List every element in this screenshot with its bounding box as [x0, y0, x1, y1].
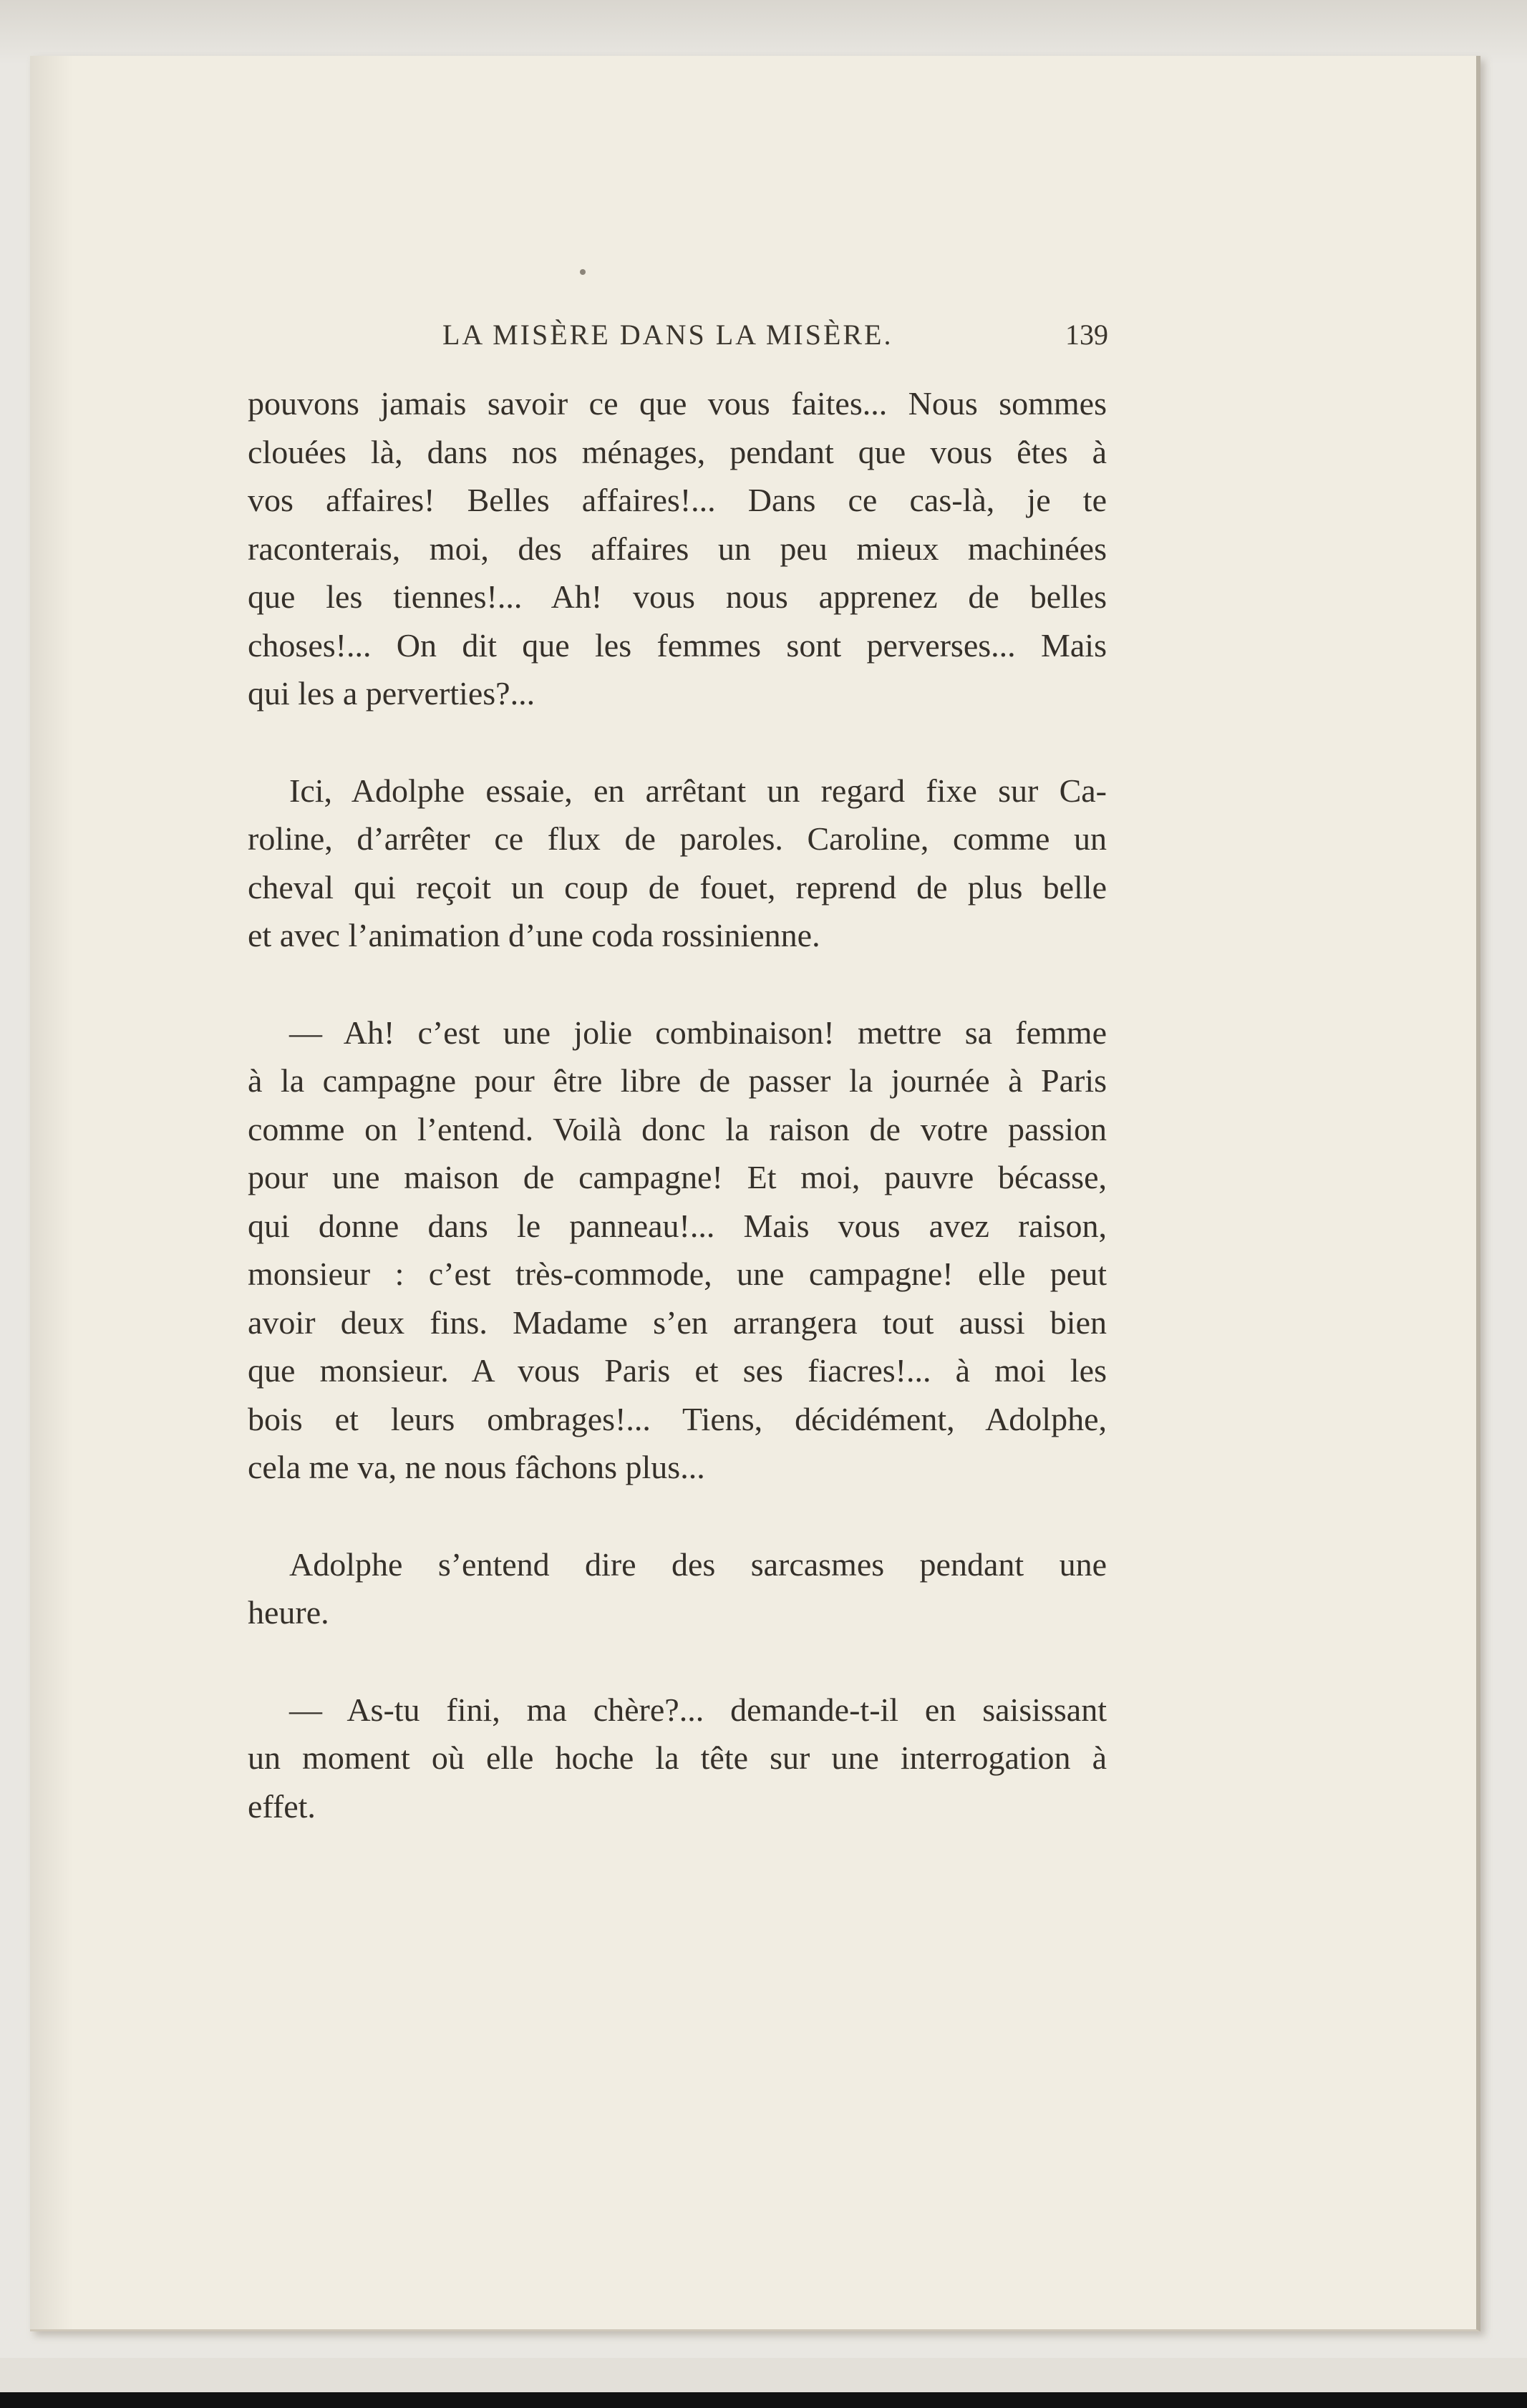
body-text: [248, 379, 1107, 1879]
text-line: Adolphe s’entend dire des sarcasmes pendant une: [289, 1545, 1107, 1583]
running-header: [442, 318, 1108, 368]
text-line: pour une maison de campagne! Et moi, pauvre bécasse,: [248, 1159, 1107, 1195]
text-line: choses!... On dit que les femmes sont perverses... Mais: [248, 626, 1107, 664]
text-line: cheval qui reçoit un coup de fouet, reprend de plus belle: [248, 868, 1107, 906]
text-line: comme on l’entend. Voilà donc la raison de votre passion: [248, 1110, 1107, 1147]
text-line: — As-tu fini, ma chère?... demande-t-il en saisissant: [289, 1691, 1107, 1728]
page-gutter-shadow: [30, 56, 73, 2329]
text-line: roline, d’arrêter ce flux de paroles. Caroline, comme un: [248, 820, 1107, 857]
paragraph-1: [248, 379, 1107, 718]
text-line: raconterais, moi, des affaires un peu mieux machinées: [248, 530, 1107, 567]
paragraph-5: [248, 1686, 1107, 1831]
paragraph-3: [248, 1009, 1107, 1492]
text-line: monsieur : c’est très-commode, une campagne! elle peut: [248, 1256, 1107, 1292]
text-line: qui donne dans le panneau!... Mais vous avez raison,: [248, 1207, 1107, 1244]
text-line: un moment où elle hoche la tête sur une interrogation à: [248, 1739, 1107, 1776]
ink-speck: [580, 269, 586, 275]
scan-border: [0, 2392, 1527, 2408]
running-title: LA MISÈRE DANS LA MISÈRE.: [442, 319, 893, 351]
page-number: 139: [1065, 319, 1108, 351]
text-line: avoir deux fins. Madame s’en arrangera tout aussi bien: [248, 1303, 1107, 1341]
text-line: heure.: [248, 1594, 329, 1631]
paragraph-2: [248, 767, 1107, 960]
text-line: que les tiennes!... Ah! vous nous apprenez de belles: [248, 578, 1107, 615]
text-line: à la campagne pour être libre de passer la journée à Paris: [248, 1062, 1107, 1099]
text-line: effet.: [248, 1787, 316, 1825]
text-line: pouvons jamais savoir ce que vous faites... Nous sommes: [248, 385, 1107, 422]
text-line: que monsieur. A vous Paris et ses fiacres!... à moi les: [248, 1352, 1107, 1389]
text-line: — Ah! c’est une jolie combinaison! mettre sa femme: [289, 1014, 1107, 1051]
text-line: Ici, Adolphe essaie, en arrêtant un regard fixe sur Ca-: [289, 772, 1107, 809]
text-line: clouées là, dans nos ménages, pendant que vous êtes à: [248, 433, 1107, 470]
text-line: et avec l’animation d’une coda rossinienne.: [248, 917, 820, 953]
text-line: qui les a perverties?...: [248, 675, 535, 712]
scan-background: [0, 0, 1527, 64]
text-line: vos affaires! Belles affaires!... Dans ce cas-là, je te: [248, 482, 1107, 518]
paragraph-4: [248, 1540, 1107, 1637]
text-line: cela me va, ne nous fâchons plus...: [248, 1449, 705, 1485]
text-line: bois et leurs ombrages!... Tiens, décidément, Adolphe,: [248, 1400, 1107, 1437]
